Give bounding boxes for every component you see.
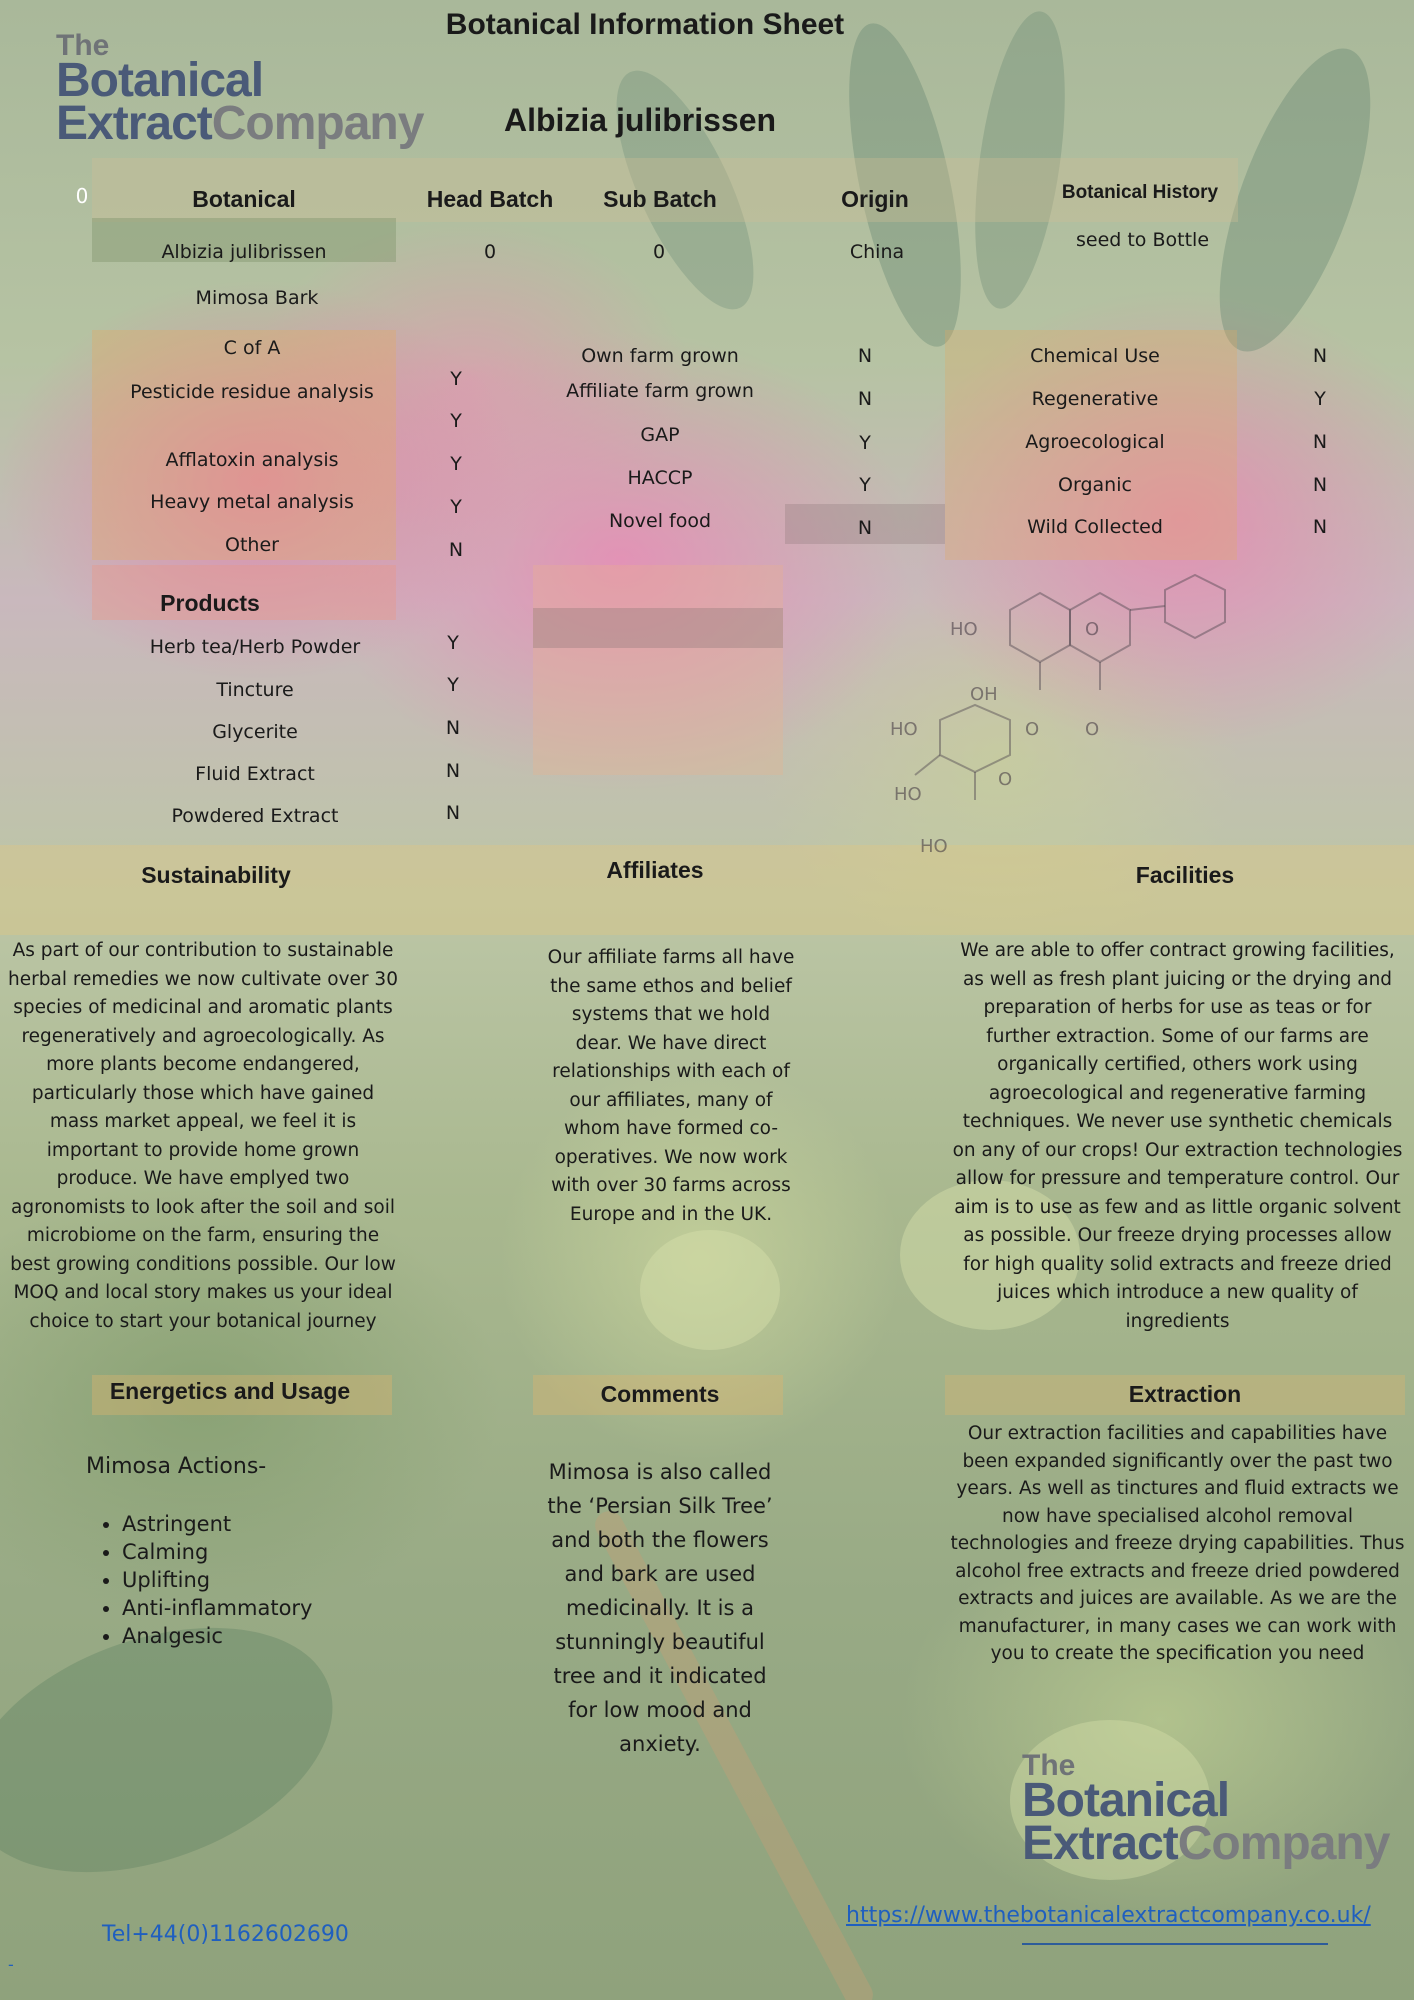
- molecule-label: HO: [894, 784, 922, 805]
- practice-label: Agroecological: [1025, 431, 1165, 453]
- analysis-value: Y: [450, 410, 462, 432]
- product-value: Y: [447, 674, 459, 696]
- practice-value: N: [1312, 431, 1328, 453]
- middle-band: [533, 565, 783, 775]
- logo-company: Company: [1177, 1817, 1390, 1871]
- sourcing-value: N: [857, 388, 873, 410]
- molecule-label: OH: [970, 684, 998, 705]
- sourcing-label: Affiliate farm grown: [566, 380, 754, 402]
- phone-number: Tel+44(0)1162602690: [102, 1922, 349, 1947]
- sourcing-value: N: [857, 345, 873, 367]
- head-batch-value: 0: [483, 241, 497, 263]
- product-value: N: [445, 802, 461, 824]
- list-item: • Calming: [122, 1538, 442, 1566]
- practice-label: Regenerative: [1031, 388, 1159, 410]
- analysis-value: N: [448, 539, 464, 561]
- molecule-label: HO: [950, 619, 978, 640]
- logo-extract: Extract: [56, 97, 212, 151]
- product-label: Tincture: [216, 679, 294, 701]
- molecule-label: O: [1085, 619, 1100, 640]
- company-logo-footer: [1022, 1749, 1390, 1871]
- page-subtitle: Albizia julibrissen: [503, 102, 777, 138]
- analysis-label: Heavy metal analysis: [150, 491, 354, 513]
- sourcing-label: HACCP: [627, 467, 693, 489]
- col-header-botanical: Botanical: [192, 186, 296, 212]
- extraction-body: Our extraction facilities and capabilities have been expanded significantly over the past two years. As well as tinctures and fluid extracts we now have specialised alcohol removal technologies and freeze drying capabilities. Thus alcohol free extracts and freeze dried powdered extracts and juices are available. As we are the manufacturer, in many cases we can work with you to create the specification you need: [950, 1423, 1405, 1664]
- page-title: Botanical Information Sheet: [445, 8, 845, 41]
- analysis-value: Y: [450, 453, 462, 475]
- shaded-cell: [533, 608, 783, 648]
- molecule-label: HO: [920, 836, 948, 857]
- list-item: • Analgesic: [122, 1622, 442, 1650]
- extraction-heading: Extraction: [1128, 1381, 1242, 1407]
- practice-label: Organic: [1058, 474, 1132, 496]
- footer-dash: -: [8, 1955, 14, 1974]
- facilities-body: We are able to offer contract growing facilities, as well as fresh plant juicing or the drying and preparation of herbs for use as teas or for further extraction. Some of our farms are organically certified, others work using agroecological and regenerative farming techniques. We never use synthetic chemicals on any of our crops! Our extraction technologies allow for pressure and temperature control. Our aim is to use as few and as little organic solvent as possible. Our freeze drying processes allow for high quality solid extracts and freeze dried juices which introduce a new quality of ingredients: [952, 940, 1403, 1332]
- logo-botanical: Botanical: [56, 54, 264, 107]
- underline-rule: [1022, 1943, 1328, 1945]
- list-item: • Astringent: [122, 1510, 442, 1538]
- corner-number: 0: [75, 184, 89, 208]
- practice-value: N: [1312, 516, 1328, 538]
- practice-value: Y: [1314, 388, 1326, 410]
- col-header-sub-batch: Sub Batch: [603, 186, 717, 212]
- product-value: N: [445, 760, 461, 782]
- sourcing-label: Novel food: [608, 510, 712, 532]
- analysis-label: Pesticide residue analysis: [130, 381, 374, 403]
- col-header-head-batch: Head Batch: [426, 186, 554, 212]
- list-item: • Anti-inflammatory: [122, 1594, 442, 1622]
- sourcing-value: Y: [859, 432, 871, 454]
- analysis-value: Y: [450, 368, 462, 390]
- history-value: seed to Bottle: [1075, 229, 1210, 251]
- molecule-label: HO: [890, 719, 918, 740]
- product-label: Fluid Extract: [195, 763, 315, 785]
- sourcing-value: N: [857, 517, 873, 539]
- analysis-label: Afflatoxin analysis: [165, 449, 339, 471]
- molecule-bonds: [915, 575, 1225, 800]
- practice-label: Wild Collected: [1027, 516, 1163, 538]
- product-value: Y: [447, 632, 459, 654]
- products-heading: Products: [160, 590, 260, 616]
- sourcing-value: Y: [859, 474, 871, 496]
- comments-heading: Comments: [600, 1381, 720, 1407]
- analysis-value: Y: [450, 496, 462, 518]
- logo-extract: Extract: [1022, 1817, 1178, 1871]
- analysis-label: C of A: [223, 337, 281, 359]
- logo-botanical: Botanical: [1022, 1774, 1230, 1827]
- practice-label: Chemical Use: [1030, 345, 1160, 367]
- website-link[interactable]: https://www.thebotanicalextractcompany.co.uk/: [846, 1903, 1371, 1928]
- col-header-origin: Origin: [841, 186, 909, 212]
- sub-batch-value: 0: [652, 241, 666, 263]
- molecule-label: O: [1085, 719, 1100, 740]
- actions-list: [86, 1510, 442, 1650]
- affiliates-heading: Affiliates: [606, 857, 704, 883]
- product-label: Powdered Extract: [171, 805, 339, 827]
- company-logo: [56, 29, 424, 151]
- practice-value: N: [1312, 474, 1328, 496]
- molecule-diagram: [880, 560, 1240, 860]
- product-label: Herb tea/Herb Powder: [149, 636, 361, 658]
- logo-the: The: [1022, 1749, 1076, 1782]
- facilities-heading: Facilities: [1135, 862, 1235, 888]
- botanical-value: Albizia julibrissen: [161, 241, 327, 263]
- molecule-label: O: [1025, 719, 1040, 740]
- col-header-history: Botanical History: [1061, 182, 1219, 203]
- energetics-intro: Mimosa Actions-: [86, 1454, 267, 1479]
- energetics-heading: Energetics and Usage: [109, 1378, 351, 1404]
- product-label: Glycerite: [212, 721, 298, 743]
- leaf-shape: [827, 14, 984, 356]
- analysis-label: Other: [225, 534, 279, 556]
- product-value: N: [445, 717, 461, 739]
- list-item: • Uplifting: [122, 1566, 442, 1594]
- analysis-band: [92, 330, 396, 560]
- origin-value: China: [849, 241, 905, 263]
- logo-the: The: [56, 29, 110, 62]
- practice-value: N: [1312, 345, 1328, 367]
- logo-company: Company: [211, 97, 424, 151]
- common-name: Mimosa Bark: [195, 287, 319, 309]
- bud-cluster: [640, 1230, 780, 1350]
- leaf-shape: [960, 6, 1081, 314]
- affiliates-body: Our affiliate farms all have the same ethos and belief systems that we hold dear. We have direct relationships with each of our affiliates, many of whom have formed co-operatives. We now work with over 30 farms across Europe and in the UK.: [547, 947, 795, 1225]
- molecule-label: O: [998, 769, 1013, 790]
- sourcing-label: Own farm grown: [581, 345, 739, 367]
- sourcing-label: GAP: [640, 424, 680, 446]
- sustainability-heading: Sustainability: [141, 862, 291, 888]
- comments-body: Mimosa is also called the ‘Persian Silk Tree’ and both the flowers and bark are used medicinally. It is a stunningly beautiful tree and it indicated for low mood and anxiety.: [547, 1460, 773, 1756]
- sustainability-body: As part of our contribution to sustainable herbal remedies we now cultivate over 30 species of medicinal and aromatic plants regeneratively and agroecologically. As more plants become endangered, particularly those which have gained mass market appeal, we feel it is important to provide home grown produce. We have emplyed two agronomists to look after the soil and soil microbiome on the farm, ensuring the best growing conditions possible. Our low MOQ and local story makes us your ideal choice to start your botanical journey: [8, 940, 398, 1332]
